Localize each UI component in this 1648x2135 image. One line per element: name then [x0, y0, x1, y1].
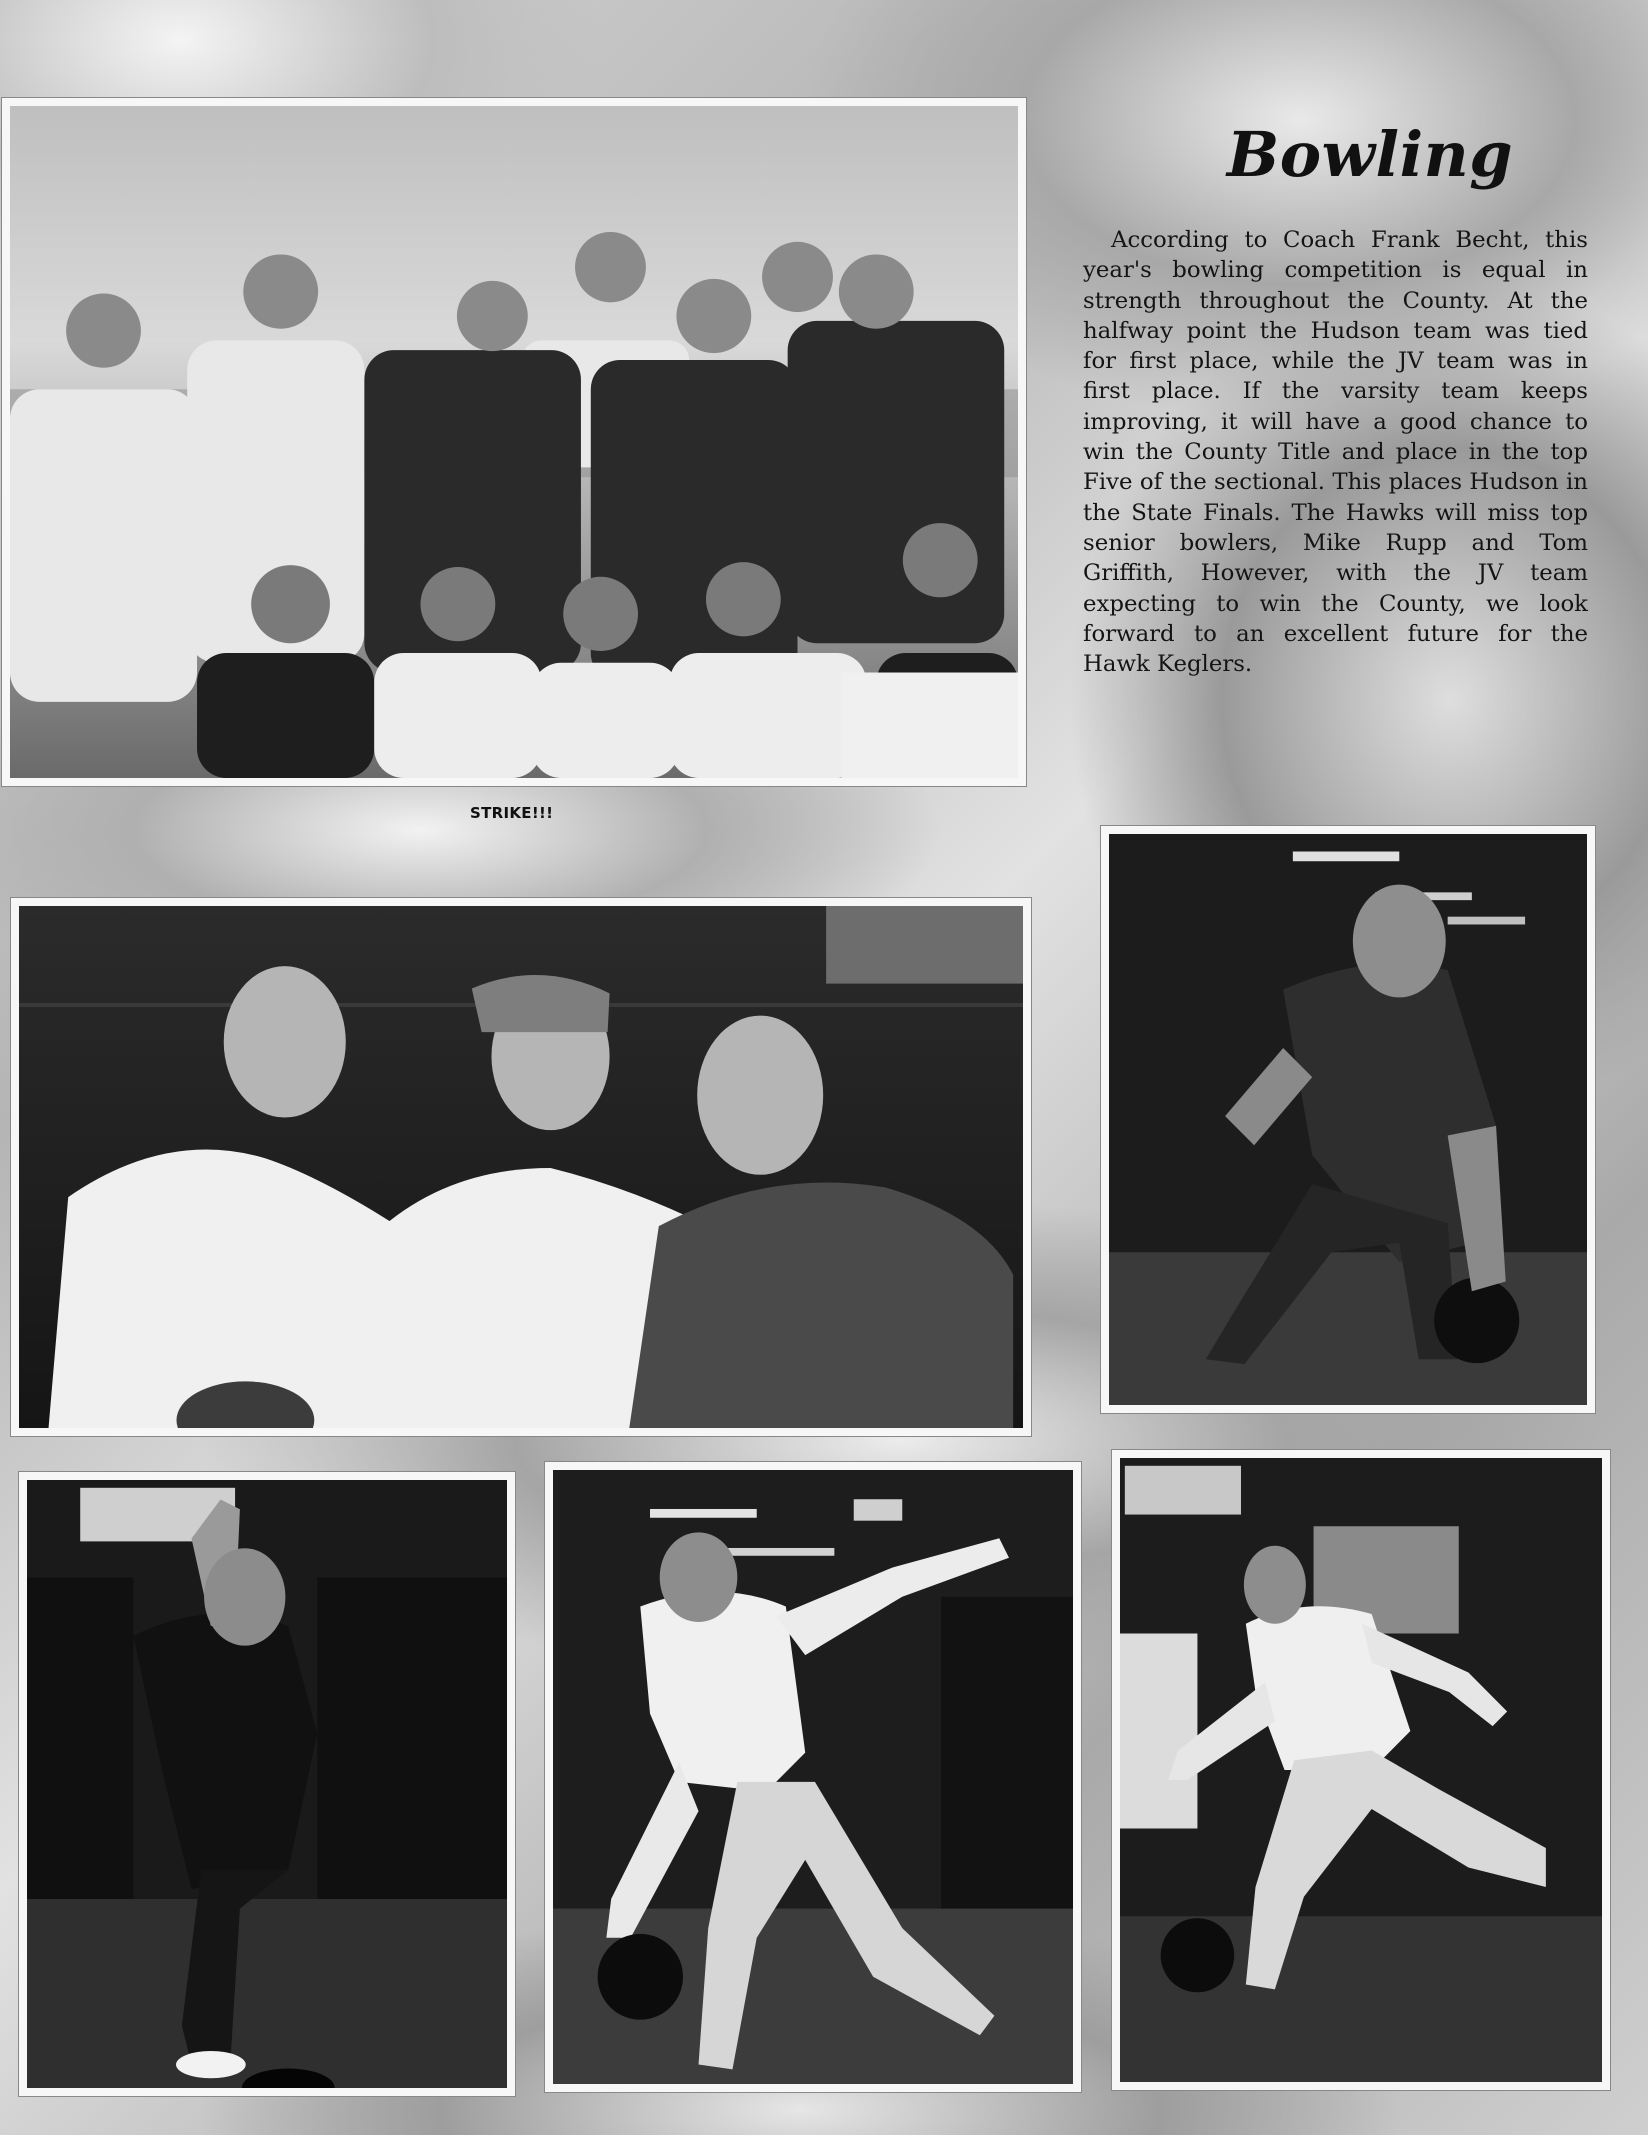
article-title: Bowling [1226, 118, 1514, 191]
bowler-release-photo [1101, 826, 1595, 1413]
bowler-release-image [1109, 834, 1587, 1405]
photo-caption-strike: STRIKE!!! [470, 804, 554, 822]
bowler-follow-through-photo [545, 1462, 1081, 2092]
three-bowlers-photo [11, 898, 1031, 1436]
article-body: According to Coach Frank Becht, this year's bowling competition is equal in strength throughout the County. At the halfway point the Hudson team was tied for first place, while the JV team was in first place. If the varsity team keeps improving, it will have a good chance to win the County Title and place in the top Five of the sectional. This places Hudson in the State Finals. The Hawks will miss top senior bowlers, Mike Rupp and Tom Griffith, However, with the JV team expecting to win the County, we look forward to an excellent future for the Hawk Keglers. [1083, 227, 1588, 678]
team-photo-image [10, 106, 1018, 778]
bowler-follow-through-image [553, 1470, 1073, 2084]
team-photo [2, 98, 1026, 786]
bowler-lunge-photo [1112, 1450, 1610, 2090]
bowler-raised-arm-photo [19, 1472, 515, 2096]
bowler-lunge-image [1120, 1458, 1602, 2082]
bowler-raised-arm-image [27, 1480, 507, 2088]
three-bowlers-image [19, 906, 1023, 1428]
